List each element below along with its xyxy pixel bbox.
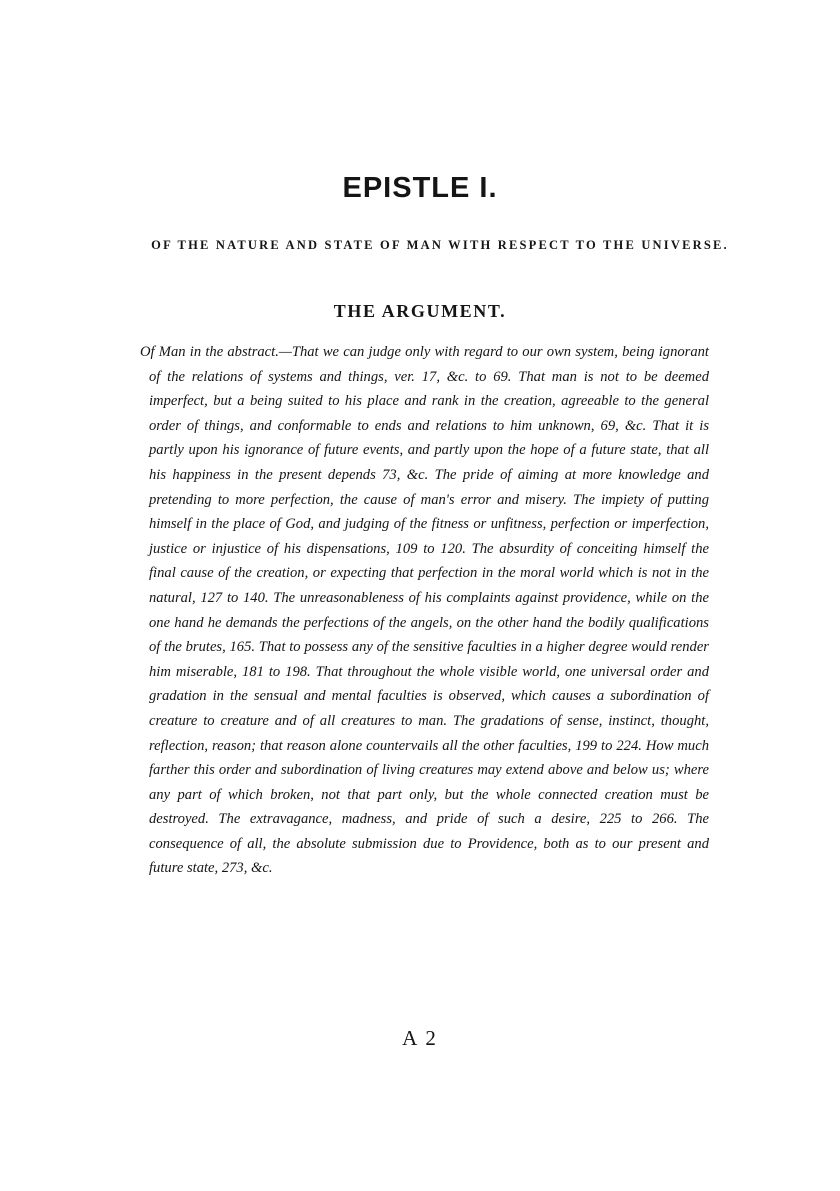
argument-text: Of Man in the abstract.—That we can judge only with regard to our own system, being ignorant of the relations of systems and things, ver. 17, &c. to 69. That man is not to be deemed imperfect, but a being suited to his place and rank in the creation, agreeable to the general order of things, and conformable to ends and relations to him unknown, 69, &c. That it is partly upon his ignorance of future events, and partly upon the hope of a future state, that all his happiness in the present depends 73, &c. The pride of aiming at more knowledge and pretending to more perfection, the cause of man's error and misery. The impiety of putting himself in the place of God, and judging of the fitness or unfitness, perfection or imperfection, justice or injustice of his dispensations, 109 to 120. The absurdity of conceiting himself the final cause of the creation, or expecting that perfection in the moral world which is not in the natural, 127 to 140. The unreasonableness of his complaints against providence, while on the one hand he demands the perfections of the angels, on the other hand the bodily qualifications of the brutes, 165. That to possess any of the sensitive faculties in a higher degree would render him miserable, 181 to 198. That throughout the whole visible world, one universal order and gradation in the sensual and mental faculties is observed, which causes a subordination of creature to creature and of all creatures to man. The gradations of sense, instinct, thought, reflection, reason; that reason alone countervails all the other faculties, 199 to 224. How much farther this order and subordination of living creatures may extend above and below us; where any part of which broken, not that part only, but the whole connected creation must be destroyed. The extravagance, madness, and pride of such a desire, 225 to 266. The consequence of all, the absolute submission due to Providence, both as to our present and future state, 273, &c. <box>140 344 709 877</box>
page-signature: A 2 <box>402 1026 438 1050</box>
epistle-title: EPISTLE I. <box>342 172 498 204</box>
epistle-subtitle: OF THE NATURE AND STATE OF MAN WITH RESPECT TO THE UNIVERSE. <box>151 238 729 252</box>
argument-heading: THE ARGUMENT. <box>333 301 507 321</box>
